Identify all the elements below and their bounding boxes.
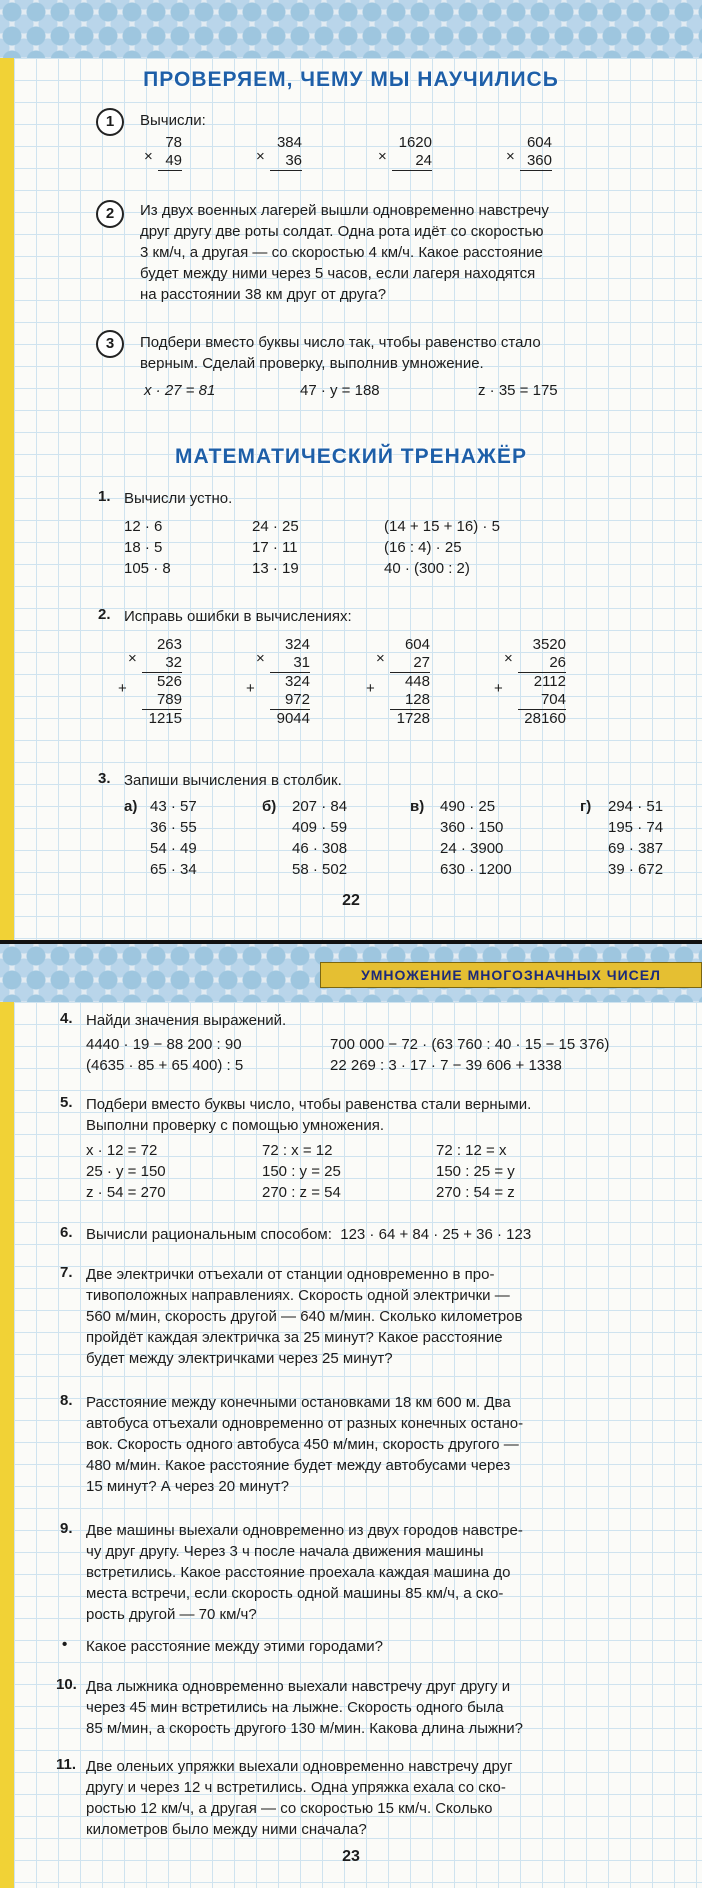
column-calc-1: × 263 32 526 789 1215 + [118,636,182,727]
exercise-number-4: 4. [60,1010,73,1027]
task-1-label: Вычисли: [140,112,206,129]
exercise-number-5: 5. [60,1094,73,1111]
exercise-3-label: Запиши вычисления в столбик. [124,772,342,789]
group-v-items: 490 · 25 360 · 150 24 · 3900 630 · 1200 [440,798,512,878]
task-number-2: 2 [96,200,124,228]
expr-left-col: 4440 · 19 − 88 200 : 90 (4635 · 85 + 65 400) : 5 [86,1036,244,1074]
equation-1: x · 27 = 81 [144,382,216,399]
yellow-margin [0,58,14,942]
mult-item-4: × 604 360 [506,134,552,169]
mult-item-2: × 384 36 [256,134,302,169]
task-3-text: Подбери вместо буквы число так, чтобы равенство стало верным. Сделай проверку, выполнив умножение. [140,334,541,372]
section-title-trainer: МАТЕМАТИЧЕСКИЙ ТРЕНАЖЁР [175,445,527,468]
exercise-number-7: 7. [60,1264,73,1281]
task-2-text: Из двух военных лагерей вышли одновременно навстречу друг другу две роты солдат. Одна рота идёт со скоростью 3 км/ч, а другая — со скоростью 4 км/ч. Какое расстояние будет между ними через 5 часов, если лагеря находятся на расстоянии 38 км друг от друга? [140,202,549,303]
page-22 [0,0,702,942]
column-calc-4: × 3520 26 2112 704 28160 + [494,636,566,727]
group-letter-v: в) [410,798,425,815]
exercise-number-11: 11. [56,1756,77,1773]
exercise-10-text: Два лыжника одновременно выехали навстречу друг другу и через 45 мин встретились на лыжне. Скорость одного была 85 м/мин, а скорость другого 130 м/мин. Какова длина лыжни? [86,1678,524,1737]
oral-col-1: 12 · 6 18 · 5 105 · 8 [124,518,171,577]
exercise-number-2: 2. [98,606,111,623]
equation-2: 47 · y = 188 [300,382,380,399]
oral-col-3: (14 + 15 + 16) · 5 (16 : 4) · 25 40 · (300 : 2) [384,518,500,577]
exercise-5-text: Подбери вместо буквы число, чтобы равенства стали верными. Выполни проверку с помощью умножения. [86,1096,532,1134]
exercise-9-text: Две машины выехали одновременно из двух городов навстре- чу друг другу. Через 3 ч после начала движения машины встретились. Какое расстояние проехала каждая машина до места встречи, если скорость одной машины 85 км/ч, а ско- рость другой — 70 км/ч? [86,1522,523,1623]
equation-3: z · 35 = 175 [478,382,558,399]
exercise-6-text: Вычисли рациональным способом: 123 · 64 + 84 · 25 + 36 · 123 [86,1226,532,1243]
eq-col-1: x · 12 = 72 25 · y = 150 z · 54 = 270 [86,1142,166,1201]
task-number-1: 1 [96,108,124,136]
bullet-question: Какое расстояние между этими городами? [86,1638,384,1655]
page-number-23: 23 [342,1848,360,1865]
exercise-number-3: 3. [98,770,111,787]
mult-item-1: × 78 49 [144,134,182,169]
exercise-7-text: Две электрички отъехали от станции одновременно в про- тивоположных направлениях. Скорость одной электрички — 560 м/мин, скорость другой — 640 м/мин. Сколько километров пройдёт каждая электричка за 25 минут? Какое расстояние будет между электричками через 25 минут? [86,1266,523,1367]
group-b-items: 207 · 84 409 · 59 46 · 308 58 · 502 [292,798,348,878]
exercise-4-label: Найди значения выражений. [86,1012,287,1029]
group-letter-a: а) [124,798,138,815]
group-letter-g: г) [580,798,592,815]
exercise-1-label: Вычисли устно. [124,490,233,507]
bullet-mark: • [62,1636,68,1653]
exercise-number-8: 8. [60,1392,73,1409]
exercise-number-1: 1. [98,488,111,505]
task-number-3: 3 [96,330,124,358]
exercise-number-10: 10. [56,1676,77,1693]
exercise-8-text: Расстояние между конечными остановками 18 км 600 м. Два автобуса отъехали одновременно от разных конечных остано- вок. Скорость одного автобуса 450 м/мин, скорость другого — 480 м/мин. Какое расстояние будет между автобусами через 15 минут? А через 20 минут? [86,1394,524,1495]
section-title: ПРОВЕРЯЕМ, ЧЕМУ МЫ НАУЧИЛИСЬ [143,68,559,91]
group-g-items: 294 · 51 195 · 74 69 · 387 39 · 672 [608,798,664,878]
eq-col-3: 72 : 12 = x 150 : 25 = y 270 : 54 = z [436,1142,515,1201]
page-23 [0,944,702,1888]
eq-col-2: 72 : x = 12 150 : y = 25 270 : z = 54 [262,1142,341,1201]
column-calc-2: × 324 31 324 972 9044 + [246,636,310,727]
exercise-11-text: Две оленьих упряжки выехали одновременно навстречу друг другу и через 12 ч встретились. Одна упряжка ехала со ско- ростью 12 км/ч, а другая — со скоростью 15 км/ч. Сколько километров было между ними сначала? [86,1758,513,1838]
top-dots-border [0,0,702,58]
oral-col-2: 24 · 25 17 · 11 13 · 19 [252,518,299,577]
grid-paper [14,58,702,942]
group-a-items: 43 · 57 36 · 55 54 · 49 65 · 34 [150,798,197,878]
yellow-margin [0,1002,14,1888]
exercise-number-9: 9. [60,1520,73,1537]
group-letter-b: б) [262,798,277,815]
expr-right-col: 700 000 − 72 · (63 760 : 40 · 15 − 15 376) 22 269 : 3 · 17 · 7 − 39 606 + 1338 [330,1036,610,1074]
page-number-22: 22 [342,892,360,909]
column-calc-3: × 604 27 448 128 1728 + [366,636,430,727]
exercise-2-label: Исправь ошибки в вычислениях: [124,608,352,625]
chapter-band: УМНОЖЕНИЕ МНОГОЗНАЧНЫХ ЧИСЕЛ [320,962,702,988]
mult-item-3: × 1620 24 [378,134,432,169]
exercise-number-6: 6. [60,1224,73,1241]
